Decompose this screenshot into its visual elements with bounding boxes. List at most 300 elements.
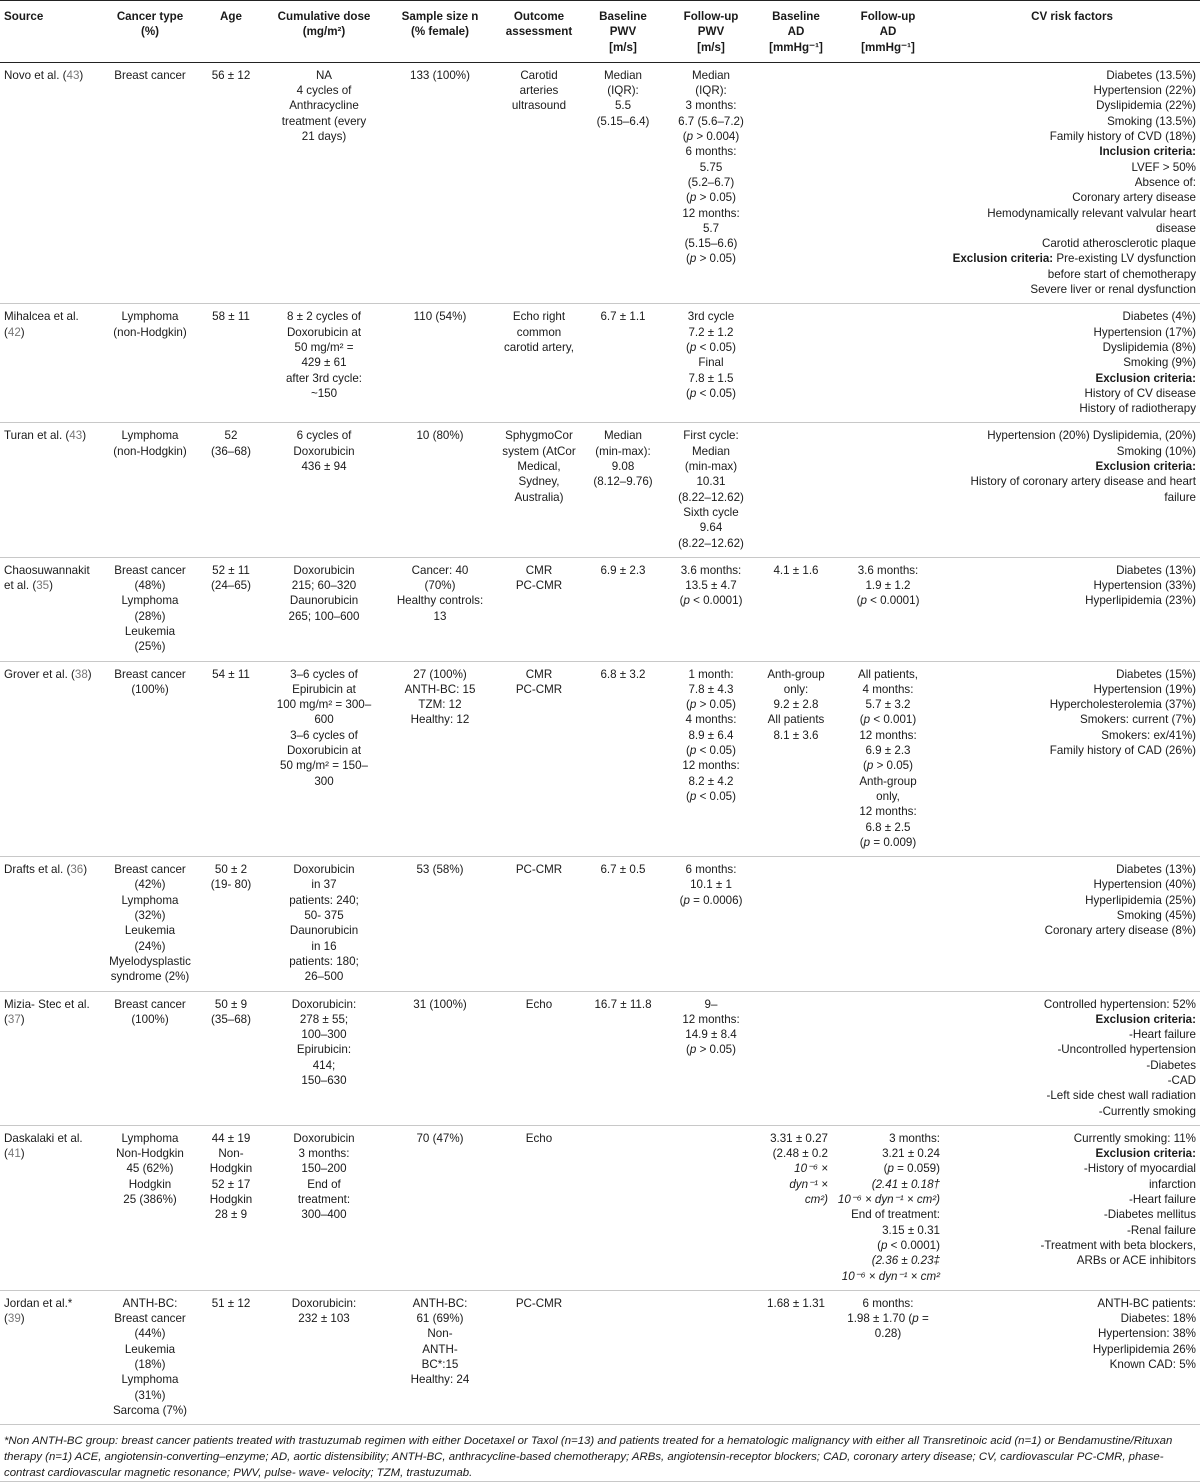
- cell-line: (100%): [131, 1012, 169, 1026]
- cell-baseline-ad: [760, 1290, 832, 1424]
- cell-line: -History of myocardial: [1083, 1162, 1196, 1176]
- cell-line: 4 months:: [685, 713, 737, 727]
- cell-line: 436 ± 94: [301, 460, 347, 474]
- cell-line: (35–68): [211, 1012, 251, 1026]
- cell-line: 3.21 ± 0.24: [882, 1147, 940, 1161]
- cell-line: 5.7 ± 3.2: [865, 698, 911, 712]
- cell-line: (p = 0.0006): [679, 893, 743, 907]
- cell-line: Median: [691, 68, 731, 82]
- cell-sample-size: [386, 1290, 494, 1424]
- cell-line: 52 ± 17: [211, 1177, 251, 1191]
- cell-line: Sydney,: [518, 475, 560, 489]
- cell-followup-ad: [832, 423, 944, 557]
- cell-line: Hypertension (20%) Dyslipidemia, (20%): [987, 429, 1196, 443]
- cell-line: (min-max): [684, 460, 738, 474]
- cell-line: (5.2–6.7): [687, 175, 735, 189]
- cell-line: Hypertension (22%): [1093, 84, 1196, 98]
- cell-line: ANTH-BC:: [412, 1296, 468, 1310]
- reference-link[interactable]: 38: [74, 667, 88, 681]
- cell-line: 10 (80%): [416, 429, 464, 443]
- cell-cumulative-dose: [262, 557, 386, 661]
- cell-line: History of CV disease: [1084, 386, 1196, 400]
- cell-line: (p < 0.0001): [679, 594, 743, 608]
- cell-line: (p > 0.05): [863, 759, 913, 773]
- cell-line: 14.9 ± 8.4: [685, 1028, 737, 1042]
- header-followup-ad: [832, 1, 944, 63]
- table-row: [0, 423, 1200, 557]
- cell-line: Non-: [218, 1147, 244, 1161]
- cell-followup-pwv: [662, 304, 760, 423]
- cell-line: CMR: [525, 563, 553, 577]
- cell-cv-risk: [944, 1290, 1200, 1424]
- reference-link[interactable]: 37: [7, 1012, 21, 1026]
- cell-sample-size: [386, 423, 494, 557]
- cell-line: (8.12–9.76): [593, 475, 653, 489]
- cell-line: system (AtCor: [502, 444, 576, 458]
- cell-line: Anth-group: [767, 667, 825, 681]
- cell-line: 1.9 ± 1.2: [865, 579, 911, 593]
- cell-line: 6.8 ± 3.2: [600, 667, 646, 681]
- cell-line: -Heart failure: [1128, 1028, 1196, 1042]
- cell-line: 13: [433, 609, 447, 623]
- cell-line: 10⁻⁶ × dyn⁻¹ × cm²): [789, 1162, 828, 1207]
- table-row: [0, 857, 1200, 991]
- cell-cv-risk: [944, 304, 1200, 423]
- reference-link[interactable]: 43: [66, 68, 80, 82]
- cell-line: AD: [787, 25, 805, 39]
- cell-line: [mmHg⁻¹]: [769, 40, 823, 54]
- cell-line: (p = 0.009): [859, 835, 917, 849]
- cell-line: (8.22–12.62): [678, 490, 744, 504]
- cell-cv-risk: [944, 661, 1200, 857]
- cell-line: 3.6 months:: [857, 563, 919, 577]
- cell-followup-ad: [832, 857, 944, 991]
- cell-line: 6.7 (5.6–7.2): [678, 114, 744, 128]
- cell-line: -Diabetes: [1146, 1058, 1196, 1072]
- cell-source: Jordan et al.* (39): [0, 1290, 100, 1424]
- cell-line: -CAD: [1167, 1074, 1196, 1087]
- cell-line: Breast cancer: [114, 667, 186, 681]
- cell-line: 50 mg/m² =: [294, 340, 354, 354]
- cell-age: [200, 991, 262, 1125]
- cell-line: 70 (47%): [416, 1131, 464, 1145]
- cell-sample-size: [386, 1125, 494, 1290]
- cell-line: Final: [698, 356, 724, 370]
- cell-line: syndrome (2%): [110, 970, 190, 984]
- cell-sample-size: [386, 857, 494, 991]
- cell-line: 50 ± 2: [214, 863, 248, 877]
- cell-followup-pwv: [662, 1125, 760, 1290]
- header-cancer-type: [100, 1, 200, 63]
- reference-link[interactable]: 36: [70, 863, 84, 877]
- cell-cv-risk: [944, 991, 1200, 1125]
- cell-line: Smokers: current (7%): [1080, 713, 1196, 727]
- cell-sample-size: [386, 304, 494, 423]
- cell-line: (p < 0.05): [686, 789, 736, 803]
- cell-line: BC*:15: [421, 1358, 459, 1372]
- cell-line: 12 months:: [682, 206, 740, 220]
- cell-line: (p > 0.05): [686, 698, 736, 712]
- cell-line: Diabetes: 18%: [1120, 1312, 1196, 1326]
- cell-line: 56 ± 12: [211, 68, 251, 82]
- cell-line: Smoking (13.5%): [1107, 114, 1196, 128]
- cell-line: (p < 0.05): [686, 340, 736, 354]
- cell-cancer-type: [100, 661, 200, 857]
- cell-line: Inclusion criteria:: [1099, 145, 1196, 159]
- cell-line: (% female): [411, 25, 469, 39]
- cell-baseline-pwv: [584, 661, 662, 857]
- cell-line: before start of chemotherapy: [1047, 267, 1196, 281]
- cell-line: Healthy: 12: [410, 713, 470, 727]
- cell-line: (44%): [134, 1327, 166, 1341]
- cell-line: Doxorubicin: [293, 563, 355, 577]
- cell-line: Smoking (9%): [1123, 356, 1196, 370]
- cell-line: Non-Hodgkin: [116, 1147, 184, 1161]
- table-row: [0, 1290, 1200, 1424]
- cell-line: 100–300: [301, 1028, 347, 1042]
- cell-cv-risk: [944, 62, 1200, 303]
- cell-baseline-pwv: [584, 62, 662, 303]
- cell-line: 7.8 ± 1.5: [688, 371, 734, 385]
- cell-line: Non-: [427, 1327, 453, 1341]
- cell-line: History of coronary artery disease and heart failure: [970, 475, 1196, 504]
- cell-cancer-type: [100, 62, 200, 303]
- cell-line: [m/s]: [697, 40, 725, 54]
- cell-line: Echo: [525, 997, 553, 1011]
- cell-outcome: [494, 1290, 584, 1424]
- cell-line: (p > 0.05): [686, 252, 736, 266]
- reference-link[interactable]: 41: [7, 1147, 21, 1161]
- cell-line: Sixth cycle: [683, 505, 739, 519]
- cell-line: Daunorubicin: [289, 924, 359, 938]
- cell-followup-ad: [832, 1125, 944, 1290]
- cell-line: Doxorubicin: [293, 1131, 355, 1145]
- cell-age: [200, 661, 262, 857]
- cell-line: only,: [876, 789, 900, 803]
- cell-line: Follow-up: [860, 10, 916, 23]
- cell-line: 8.2 ± 4.2: [688, 774, 734, 788]
- cell-line: 53 (58%): [416, 863, 464, 877]
- cell-line: 12 months:: [859, 728, 917, 742]
- cell-line: patients: 240;: [289, 893, 359, 907]
- cell-line: Baseline: [599, 10, 647, 23]
- cell-line: Currently smoking: 11%: [1073, 1131, 1196, 1145]
- cell-line: 3.31 ± 0.27: [770, 1131, 828, 1145]
- cell-line: 215; 60–320: [291, 579, 357, 593]
- cell-line: 10⁻⁶ × dyn⁻¹ × cm²): [837, 1193, 940, 1207]
- cell-line: 6.7 ± 1.1: [600, 310, 646, 324]
- table-row: [0, 304, 1200, 423]
- cell-baseline-pwv: [584, 423, 662, 557]
- cell-line: Diabetes (13.5%): [1106, 68, 1196, 82]
- cell-line: Known CAD: 5%: [1109, 1358, 1196, 1372]
- cell-followup-pwv: [662, 557, 760, 661]
- cell-line: -Heart failure: [1128, 1193, 1196, 1207]
- cell-age: [200, 1290, 262, 1424]
- cell-age: [200, 557, 262, 661]
- cell-line: (non-Hodgkin): [113, 444, 187, 458]
- cell-line: Sample size n: [401, 10, 479, 23]
- cell-line: (p < 0.001): [859, 713, 917, 727]
- cell-line: (31%): [134, 1388, 166, 1402]
- reference-link[interactable]: 39: [7, 1312, 21, 1326]
- cell-line: treatment (every: [281, 114, 367, 128]
- cell-line: Lymphoma: [121, 893, 179, 907]
- cell-outcome: [494, 304, 584, 423]
- cell-baseline-pwv: [584, 1290, 662, 1424]
- cell-line: Myelodysplastic: [109, 954, 191, 968]
- cell-line: ultrasound: [511, 99, 567, 113]
- cell-line: Doxorubicin: [293, 863, 355, 877]
- cell-line: Family history of CAD (26%): [1049, 744, 1196, 758]
- header-cumulative-dose: [262, 1, 386, 63]
- cell-line: 3 months:: [685, 99, 737, 113]
- cell-line: after 3rd cycle:: [285, 371, 363, 385]
- cell-line: 8.1 ± 3.6: [773, 728, 819, 742]
- cell-followup-ad: [832, 661, 944, 857]
- cell-line: 8 ± 2 cycles of: [286, 310, 362, 324]
- cell-line: 6.9 ± 2.3: [865, 744, 911, 758]
- cell-line: History of radiotherapy: [1079, 402, 1196, 416]
- cell-line: Smoking (10%): [1116, 444, 1196, 458]
- cell-line: Anth-group: [859, 774, 917, 788]
- cell-line: Outcome: [513, 10, 565, 23]
- cell-line: 10⁻⁶ × dyn⁻¹ × cm²: [841, 1269, 940, 1283]
- cell-line: 51 ± 12: [211, 1296, 251, 1310]
- cell-line: Leukemia: [124, 1342, 176, 1356]
- cell-line: Daunorubicin: [289, 594, 359, 608]
- cell-baseline-ad: [760, 423, 832, 557]
- cell-line: (p < 0.05): [686, 744, 736, 758]
- cell-line: 3rd cycle: [687, 310, 735, 324]
- cell-line: Healthy: 24: [410, 1373, 470, 1387]
- cell-line: Echo: [525, 1131, 553, 1145]
- cell-line: ANTH-BC: 15: [404, 682, 476, 696]
- cell-line: -Diabetes mellitus: [1103, 1208, 1196, 1222]
- cell-line: ARBs or ACE inhibitors: [1076, 1254, 1196, 1268]
- cell-line: Sarcoma (7%): [112, 1403, 188, 1417]
- cell-baseline-ad: [760, 661, 832, 857]
- cell-line: 3 months:: [298, 1147, 350, 1161]
- cell-cumulative-dose: [262, 304, 386, 423]
- cell-line: -Treatment with beta blockers,: [1040, 1238, 1196, 1252]
- reference-link[interactable]: 35: [36, 579, 50, 593]
- cell-line: First cycle:: [683, 429, 739, 443]
- cell-cancer-type: [100, 857, 200, 991]
- cell-line: 9.08: [611, 460, 635, 474]
- cell-line: 31 (100%): [413, 997, 467, 1011]
- cell-line: End of treatment:: [851, 1208, 940, 1222]
- cell-age: [200, 857, 262, 991]
- cell-line: Breast cancer: [114, 68, 186, 82]
- cell-line: 7.8 ± 4.3: [688, 682, 734, 696]
- cell-line: carotid artery,: [503, 340, 574, 354]
- cell-line: 1 month:: [688, 667, 734, 681]
- cell-line: Dyslipidemia (8%): [1102, 340, 1196, 354]
- cell-line: Controlled hypertension: 52%: [1043, 997, 1196, 1011]
- cell-line: 150–200: [301, 1162, 347, 1176]
- cell-followup-ad: [832, 991, 944, 1125]
- cell-line: (2.48 ± 0.2: [772, 1147, 828, 1161]
- cell-line: Lymphoma: [121, 429, 179, 443]
- cell-line: Lymphoma: [121, 594, 179, 608]
- cell-line: (%): [140, 25, 160, 39]
- cell-line: [m/s]: [609, 40, 637, 54]
- cell-baseline-ad: [760, 304, 832, 423]
- cell-cancer-type: [100, 557, 200, 661]
- cell-cv-risk: [944, 423, 1200, 557]
- cell-line: Epirubicin:: [296, 1043, 352, 1057]
- cell-line: Australia): [514, 490, 564, 504]
- cell-line: 5.5: [614, 99, 632, 113]
- cell-line: 21 days): [301, 130, 347, 144]
- cell-line: Hyperlipidemia (23%): [1085, 594, 1196, 608]
- cell-line: 5.7: [702, 221, 720, 235]
- cell-line: (non-Hodgkin): [113, 325, 187, 339]
- cell-line: Carotid atherosclerotic plaque: [1041, 237, 1196, 251]
- cell-line: Absence of:: [1134, 175, 1196, 189]
- table-header: [0, 1, 1200, 63]
- cell-line: 26–500: [304, 970, 344, 984]
- table-row: [0, 1125, 1200, 1290]
- cell-line: (p > 0.05): [686, 191, 736, 205]
- cell-line: Hodgkin: [128, 1177, 172, 1191]
- cell-line: treatment:: [297, 1193, 351, 1207]
- cell-line: Exclusion criteria:: [1095, 1147, 1196, 1161]
- cell-baseline-ad: [760, 62, 832, 303]
- cell-baseline-ad: [760, 557, 832, 661]
- cell-line: Medical,: [517, 460, 561, 474]
- cell-cancer-type: [100, 1290, 200, 1424]
- cell-cumulative-dose: [262, 1290, 386, 1424]
- cell-baseline-pwv: [584, 857, 662, 991]
- cell-line: 6 months:: [685, 145, 737, 159]
- cell-line: (18%): [134, 1358, 166, 1372]
- header-baseline-ad: [760, 1, 832, 63]
- cell-outcome: [494, 857, 584, 991]
- cell-line: 8.9 ± 6.4: [688, 728, 734, 742]
- cell-line: ~150: [310, 386, 338, 400]
- table-row: [0, 661, 1200, 857]
- cell-line: Healthy controls:: [396, 594, 484, 608]
- cell-line: (28%): [134, 609, 166, 623]
- cell-line: 28 ± 9: [214, 1208, 248, 1222]
- cell-line: (p > 0.05): [686, 1043, 736, 1057]
- cell-line: Echo right: [512, 310, 566, 324]
- cell-line: 10.1 ± 1: [690, 878, 732, 892]
- cell-line: (100%): [131, 682, 169, 696]
- cell-line: (p < 0.0001): [856, 594, 920, 608]
- cell-age: [200, 62, 262, 303]
- cell-line: Follow-up: [683, 10, 739, 23]
- cell-line: (p < 0.05): [686, 386, 736, 400]
- cell-line: (IQR):: [607, 84, 639, 98]
- reference-link[interactable]: 43: [69, 429, 83, 443]
- cell-line: Coronary artery disease: [1072, 191, 1196, 205]
- cell-line: Carotid: [520, 68, 558, 82]
- cell-outcome: [494, 991, 584, 1125]
- cell-baseline-pwv: [584, 304, 662, 423]
- cell-line: 3 months:: [889, 1131, 940, 1145]
- cell-line: TZM: 12: [418, 698, 462, 712]
- header-followup-pwv: [662, 1, 760, 63]
- cell-line: 6 cycles of: [296, 429, 352, 443]
- cell-line: NA: [315, 68, 333, 82]
- cell-line: (70%): [424, 579, 456, 593]
- cell-line: (36–68): [211, 444, 251, 458]
- cell-line: (19- 80): [210, 878, 252, 892]
- cell-cumulative-dose: [262, 991, 386, 1125]
- reference-link[interactable]: 42: [7, 325, 21, 339]
- cell-line: 4 months:: [862, 682, 914, 696]
- cell-followup-pwv: [662, 62, 760, 303]
- cell-line: 4 cycles of: [296, 84, 352, 98]
- cell-source: Mizia- Stec et al. (37): [0, 991, 100, 1125]
- cell-followup-ad: [832, 304, 944, 423]
- cell-line: 6 months:: [685, 863, 737, 877]
- cell-line: Doxorubicin at: [286, 744, 362, 758]
- cell-line: 278 ± 55;: [299, 1012, 349, 1026]
- cell-line: Hypertension (19%): [1093, 682, 1196, 696]
- cell-line: ANTH-BC patients:: [1097, 1296, 1196, 1310]
- cell-line: (25%): [134, 640, 166, 654]
- cell-line: 52: [224, 429, 238, 443]
- cell-baseline-pwv: [584, 991, 662, 1125]
- cell-sample-size: [386, 661, 494, 857]
- cell-line: Breast cancer: [114, 997, 186, 1011]
- cell-line: Anthracycline: [289, 99, 359, 113]
- table-body: [0, 62, 1200, 1424]
- cell-source: Mihalcea et al. (42): [0, 304, 100, 423]
- cell-age: [200, 304, 262, 423]
- cell-line: Lymphoma: [121, 1373, 179, 1387]
- cell-cancer-type: [100, 304, 200, 423]
- cell-line: (24–65): [211, 579, 251, 593]
- cell-line: Diabetes (4%): [1122, 310, 1196, 324]
- cell-line: Epirubicin at: [292, 682, 356, 696]
- cell-line: Diabetes (15%): [1116, 667, 1196, 681]
- cell-line: 12 months:: [859, 805, 917, 819]
- header-baseline-pwv: [584, 1, 662, 63]
- cell-line: 50 mg/m² = 150–: [280, 759, 368, 773]
- cell-line: (IQR):: [695, 84, 727, 98]
- header-outcome: [494, 1, 584, 63]
- cell-sample-size: [386, 557, 494, 661]
- cell-line: 3–6 cycles of: [290, 667, 358, 681]
- cell-line: Median: [603, 429, 643, 443]
- cell-line: LVEF > 50%: [1131, 160, 1196, 174]
- cell-baseline-ad: [760, 857, 832, 991]
- cell-line: 429 ± 61: [301, 356, 347, 370]
- cell-line: (p < 0.0001): [877, 1238, 940, 1252]
- cell-line: (2.41 ± 0.18†: [871, 1177, 940, 1191]
- cell-line: 6.9 ± 2.3: [600, 563, 646, 577]
- cell-line: 52 ± 11: [212, 563, 250, 577]
- cell-line: 300: [314, 774, 334, 788]
- cell-line: 9.2 ± 2.8: [773, 698, 819, 712]
- cell-line: 3.15 ± 0.31: [882, 1223, 940, 1237]
- cell-line: 110 (54%): [413, 310, 467, 324]
- cell-outcome: [494, 1125, 584, 1290]
- cell-line: 1.68 ± 1.31: [767, 1296, 825, 1310]
- cell-line: CMR: [525, 667, 553, 681]
- cell-line: ANTH-: [422, 1342, 458, 1356]
- cell-followup-pwv: [662, 661, 760, 857]
- cell-line: Hypercholesterolemia (37%): [1049, 698, 1196, 712]
- cell-line: PC-CMR: [515, 682, 563, 696]
- cell-line: End of: [307, 1177, 341, 1191]
- cell-line: Hodgkin: [209, 1193, 253, 1207]
